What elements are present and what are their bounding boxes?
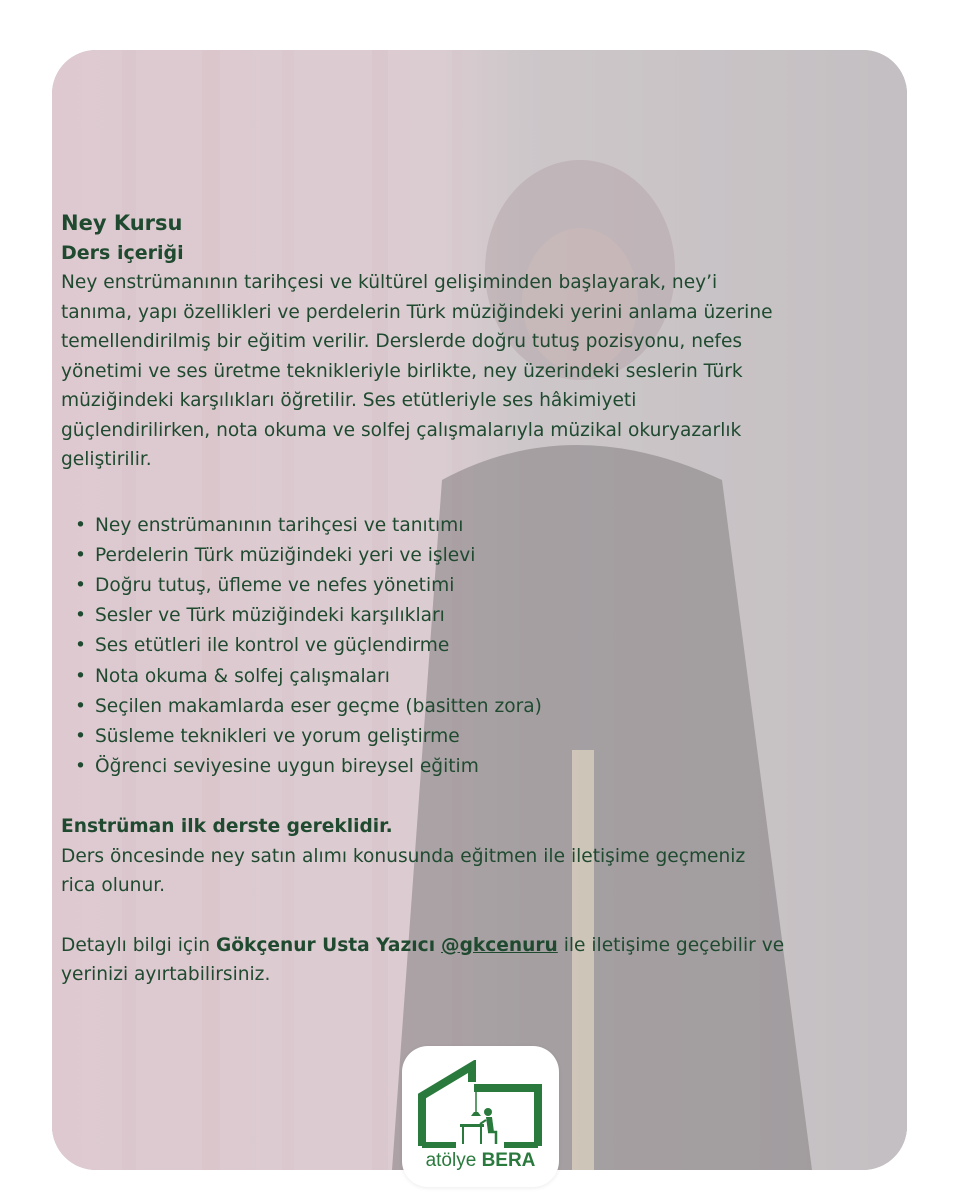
topic-text: Süsleme teknikleri ve yorum geliştirme [95, 725, 460, 747]
topic-item [75, 662, 813, 692]
description-line: geliştirilir. [61, 449, 152, 470]
logo-text [402, 1150, 559, 1172]
course-title: Ney Kursu [61, 211, 183, 235]
topic-item [75, 692, 813, 722]
topic-item [75, 752, 813, 782]
atolye-bera-logo [402, 1046, 559, 1187]
bullet-dot: • [75, 605, 86, 627]
bullet-dot: • [75, 514, 86, 536]
contact-prefix: Detaylı bilgi için [61, 934, 216, 956]
bullet-dot: • [75, 574, 86, 596]
topic-text: Ses etütleri ile kontrol ve güçlendirme [95, 635, 450, 657]
topic-text: Perdelerin Türk müziğindeki yeri ve işlevi [95, 544, 476, 566]
topic-item [75, 601, 813, 631]
description-line: Ney enstrümanının tarihçesi ve kültürel gelişiminden başlayarak, ney’i [61, 272, 718, 293]
bullet-dot: • [75, 635, 86, 657]
topic-text: Nota okuma & solfej çalışmaları [95, 665, 390, 687]
topic-list [61, 511, 813, 783]
note-line: rica olunur. [61, 875, 166, 897]
bullet-dot: • [75, 725, 86, 747]
contact-info [61, 931, 813, 990]
course-content [61, 208, 813, 990]
course-subtitle: Ders içeriği [61, 242, 184, 264]
topic-item [75, 541, 813, 571]
house-icon [416, 1060, 545, 1148]
bullet-dot: • [75, 695, 86, 717]
description-line: tanıma, yapı özellikleri ve perdelerin Türk müziğindeki yerini anlama üzerine [61, 301, 773, 323]
course-description [61, 268, 813, 475]
instructor-name: Gökçenur Usta Yazıcı [215, 934, 436, 956]
topic-item [75, 631, 813, 661]
bullet-dot: • [75, 544, 86, 566]
topic-text: Doğru tutuş, üfleme ve nefes yönetimi [95, 574, 455, 596]
topic-item [75, 722, 813, 752]
logo-brand: BERA [481, 1150, 536, 1171]
instrument-note-title: Enstrüman ilk derste gereklidir. [61, 816, 393, 838]
instagram-handle-link[interactable]: @gkcenuru [441, 934, 558, 956]
topic-text: Seçilen makamlarda eser geçme (basitten zora) [95, 695, 542, 717]
note-line: Ders öncesinde ney satın alımı konusunda eğitmen ile iletişime geçmeniz [61, 845, 746, 867]
bullet-dot: • [75, 756, 86, 778]
logo-prefix: atölye [425, 1150, 482, 1171]
topic-item [75, 571, 813, 601]
bullet-dot: • [75, 665, 86, 687]
topic-text: Öğrenci seviyesine uygun bireysel eğitim [95, 756, 479, 778]
instrument-note [61, 842, 813, 901]
topic-item [75, 511, 813, 541]
contact-suffix: ile iletişime geçebilir ve [557, 934, 785, 956]
description-line: yönetimi ve ses üretme teknikleriyle birlikte, ney üzerindeki seslerin Türk [61, 360, 743, 382]
description-line: temellendirilmiş bir eğitim verilir. Derslerde doğru tutuş pozisyonu, nefes [61, 331, 743, 352]
topic-text: Ney enstrümanının tarihçesi ve tanıtımı [95, 514, 464, 536]
description-line: müziğindeki karşılıkları öğretilir. Ses etütleriyle ses hâkimiyeti [61, 390, 637, 411]
topic-text: Sesler ve Türk müziğindeki karşılıkları [95, 605, 445, 627]
contact-line2: yerinizi ayırtabilirsiniz. [61, 964, 271, 986]
description-line: güçlendirilirken, nota okuma ve solfej çalışmalarıyla müzikal okuryazarlık [61, 419, 742, 441]
